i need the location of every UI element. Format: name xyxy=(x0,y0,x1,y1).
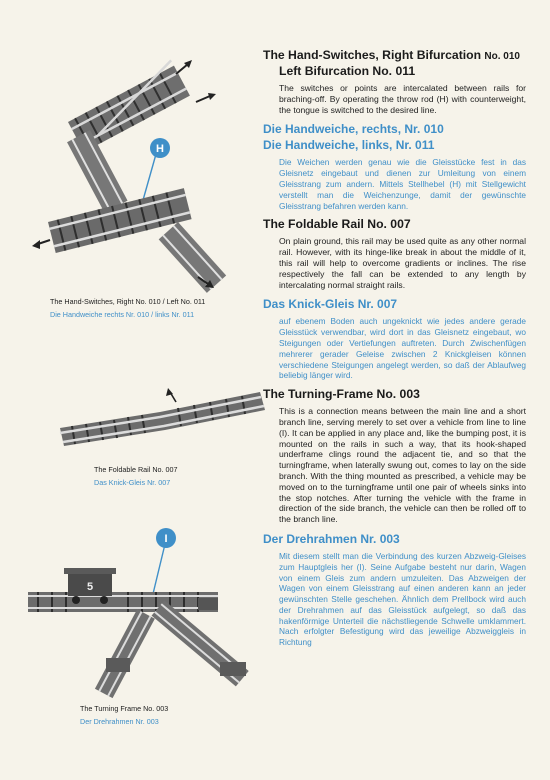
turning-marker-label: I xyxy=(164,533,168,545)
illustration-column xyxy=(0,0,262,780)
foldable-rail-illustration xyxy=(60,388,270,458)
switch-marker-label: H xyxy=(156,143,164,155)
switches-title-de-left: Die Handweiche, links, Nr. 011 xyxy=(263,138,435,153)
foldable-body-de: auf ebenem Boden auch ungeknickt wie jedes andere gerade Gleisstück verwendbar, wird dort in das Gleisnetz eingebaut, wo Steigungen oder Vertiefungen auftreten. Durch Zwischenfügen mehrerer gerader Geleise zwischen 2 Knickgleisen können verschiedene Steigungen angelegt werden, so daß der Ablaufweg beliebig länger wird. xyxy=(279,316,526,381)
wagon-number: 5 xyxy=(86,581,94,593)
switches-title-en-left: Left Bifurcation No. 011 xyxy=(279,64,416,78)
foldable-body-en: On plain ground, this rail may be used quite as any other normal rail. However, with its hinge-like break in about the middle of it, this rail will help to overcome gradients or inclines. The rise respectively the fall can be extended to any length by intercalating normal straight rails. xyxy=(279,236,526,290)
hand-switches-illustration xyxy=(38,52,258,292)
turning-title-en: The Turning-Frame No. 003 xyxy=(263,387,420,402)
turning-body-en: This is a connection means between the main line and a short branch line, serving merely to set over a vehicle from line to line (I). It can be applied in any place and, like the bumping post, it is mounted on the rails in such a way, that its hook-shaped underframe clings round the adjacent tie, and so that the turningframe, when laterally swung out, comes to lay on the side branch. With the thing mounted as prescribed, a vehicle may be moved on to the turningframe until one pair of wheels sinks into the stop notches. After turning the vehicle with the frame in direction of the side branch, the vehicle can then be rolled off to the branch line. xyxy=(279,406,526,525)
switches-body-en: The switches or points are intercalated between rails for braching-off. By operating the throw rod (H) with counterweight, the tongue is switched to the desired line. xyxy=(279,83,526,115)
switches-title-en-number: No. 010 xyxy=(484,51,520,62)
caption-switches-en: The Hand-Switches, Right No. 010 / Left No. 011 xyxy=(50,297,206,306)
foldable-title-en: The Foldable Rail No. 007 xyxy=(263,217,411,232)
turning-frame-illustration xyxy=(28,528,258,698)
text-column xyxy=(263,48,526,648)
caption-foldable-en: The Foldable Rail No. 007 xyxy=(94,465,178,474)
caption-turning-en: The Turning Frame No. 003 xyxy=(80,704,169,713)
switches-title-en-text: The Hand-Switches, Right Bifurcation xyxy=(263,48,482,62)
turning-title-de: Der Drehrahmen Nr. 003 xyxy=(263,531,400,546)
caption-turning-de: Der Drehrahmen Nr. 003 xyxy=(80,717,159,726)
foldable-title-de: Das Knick-Gleis Nr. 007 xyxy=(263,297,398,312)
switches-title-de-right: Die Handweiche, rechts, Nr. 010 xyxy=(263,122,444,137)
switches-body-de: Die Weichen werden genau wie die Gleisstücke fest in das Gleisnetz eingebaut und dienen zur Umleitung von einem Gleisstrang zum andern. Mittels Stellhebel (H) mit Stellgewicht verstellt man die Weichenzunge, damit der gewünschte Gleisstrang befahren werden kann. xyxy=(279,157,526,211)
caption-foldable-de: Das Knick-Gleis Nr. 007 xyxy=(94,478,171,487)
caption-switches-de: Die Handweiche rechts Nr. 010 / links Nr. 011 xyxy=(50,310,195,319)
switches-title-en xyxy=(263,48,526,64)
turning-body-de: Mit diesem stellt man die Verbindung des kurzen Abzweig-Gleises zum Hauptgleis her (I). Seine Aufgabe besteht nur darin, Wagen von einem Gleis zum andern umzuleiten. Das Abzweigen der Wagen von einem Gleisstrang auf einen anderen kann an jeder gewünschten Stelle geschehen. Ähnlich dem Prellbock wird auch der Drehrahmen auf das Gleisstück aufgelegt, so daß das hakenförmige Unterteil die nächstliegende Schwelle umklammert. Nach erfolgter Befestigung wird das jeweilige Abzweiggleis in Richtung xyxy=(279,550,526,648)
